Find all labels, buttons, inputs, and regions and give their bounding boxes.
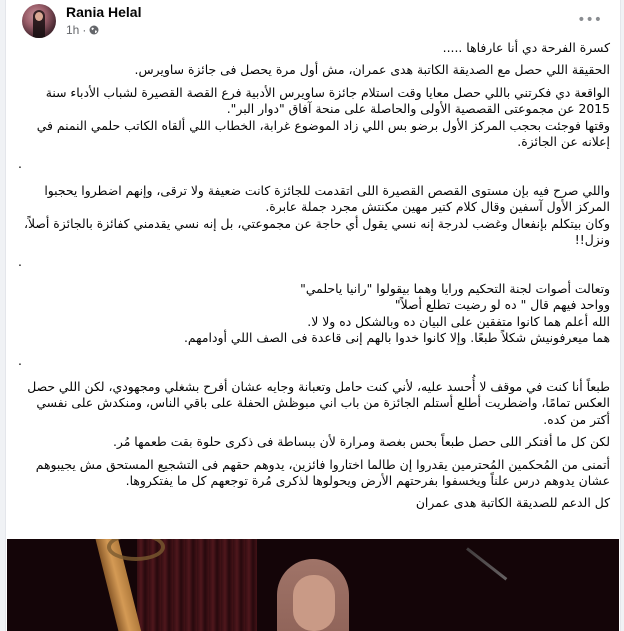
post-time[interactable]: 1h	[66, 23, 80, 37]
photo-microphone	[466, 547, 507, 580]
post-paragraph: كل الدعم للصديقة الكاتبة هدى عمران	[415, 495, 610, 511]
author-name[interactable]: Rania Helal	[66, 4, 142, 20]
meta-separator: ·	[82, 23, 87, 37]
post-paragraph: أتمنى من المُحكمين المُحترمين يقدروا إن طالما اختاروا فائزين، يدوهم حقهم فى التشجيع المستحق مش يجيبوهم عشان يدوهم درس علناً ويخسفوا بفرحتهم الأرض ويحولوها لذكرى مُرة توجعهم كل ما يفتكروها.	[35, 456, 610, 488]
paragraph-separator: .	[18, 352, 22, 368]
post-card	[5, 0, 621, 631]
post-meta	[66, 23, 99, 37]
post-paragraph: واللي صرح فيه بإن مستوى القصص القصيرة اللى اتقدمت للجائزة كانت ضعيفة ولا ترقى، وإنهم اضطروا يحجبوا المركز الأول آسفين وقال كلام كتير مهين مكنتش مجرد جملة عابرة. وكان بيتكلم بإنفعال وغضب لدرجة إنه نسي يقول أي حاجة عن مجموعتي، بل إنه نسي يقدمني كفائزة بالجائزة أصلاً، ونزل!!	[24, 182, 610, 248]
post-header	[16, 4, 610, 38]
post-photo[interactable]	[7, 539, 619, 631]
photo-person-face	[293, 575, 335, 631]
post-paragraph: الواقعة دي فكرتني باللي حصل معايا وقت استلام جائزة ساويرس الأدبية فرع القصة القصيرة لشباب الأدباء سنة 2015 عن مجموعتى القصصية الأولى والحاصلة على منحة آفاق "دوار البر". وقتها فوجئت بحجب المركز الأول برضو بس اللي زاد الموضوع غرابة، الخطاب اللي ألقاه الكاتب حلمي النمنم في إعلانه عن الجائزة.	[36, 84, 610, 150]
globe-icon	[89, 25, 99, 35]
avatar-face	[35, 12, 43, 21]
post-paragraph: طبعاً أنا كنت في موقف لا أُحسد عليه، لأني كنت حامل وتعبانة وجايه عشان أفرح بشغلي ومجهودي، لكن اللي حصل العكس تمامًا، واضطريت أطلع أستلم الجائزة من باب اني مبوظش الحفلة على باقي الناس، ومنكدش على نفسي أكتر من كده.	[27, 378, 610, 427]
avatar[interactable]	[22, 4, 56, 38]
paragraph-separator: .	[18, 156, 22, 172]
paragraph-separator: .	[18, 254, 22, 270]
more-options-icon[interactable]: •••	[577, 12, 602, 28]
post-paragraph: وتعالت أصوات لجنة التحكيم ورايا وهما بيقولوا "رانيا ياحلمي" وواحد فيهم قال " ده لو رضيت تطلع أصلاً" الله أعلم هما كانوا متفقين على البيان ده وبالشكل ده ولا لا. هما ميعرفونيش شكلاً طبعًا. وإلا كانوا خدوا بالهم إنى قاعدة فى الصف اللي أودامهم.	[183, 280, 610, 346]
post-paragraph: لكن كل ما أفتكر اللى حصل طبعاً بحس بغصة ومرارة لأن ببساطة فى ذكرى حلوة بقت طعمها مُر.	[112, 434, 610, 450]
post-text	[16, 40, 610, 518]
post-paragraph: الحقيقة اللي حصل مع الصديقة الكاتبة هدى عمران، مش أول مرة يحصل فى جائزة ساويرس.	[134, 62, 610, 78]
post-paragraph: كسرة الفرحة دي أنا عارفاها .....	[442, 40, 610, 55]
